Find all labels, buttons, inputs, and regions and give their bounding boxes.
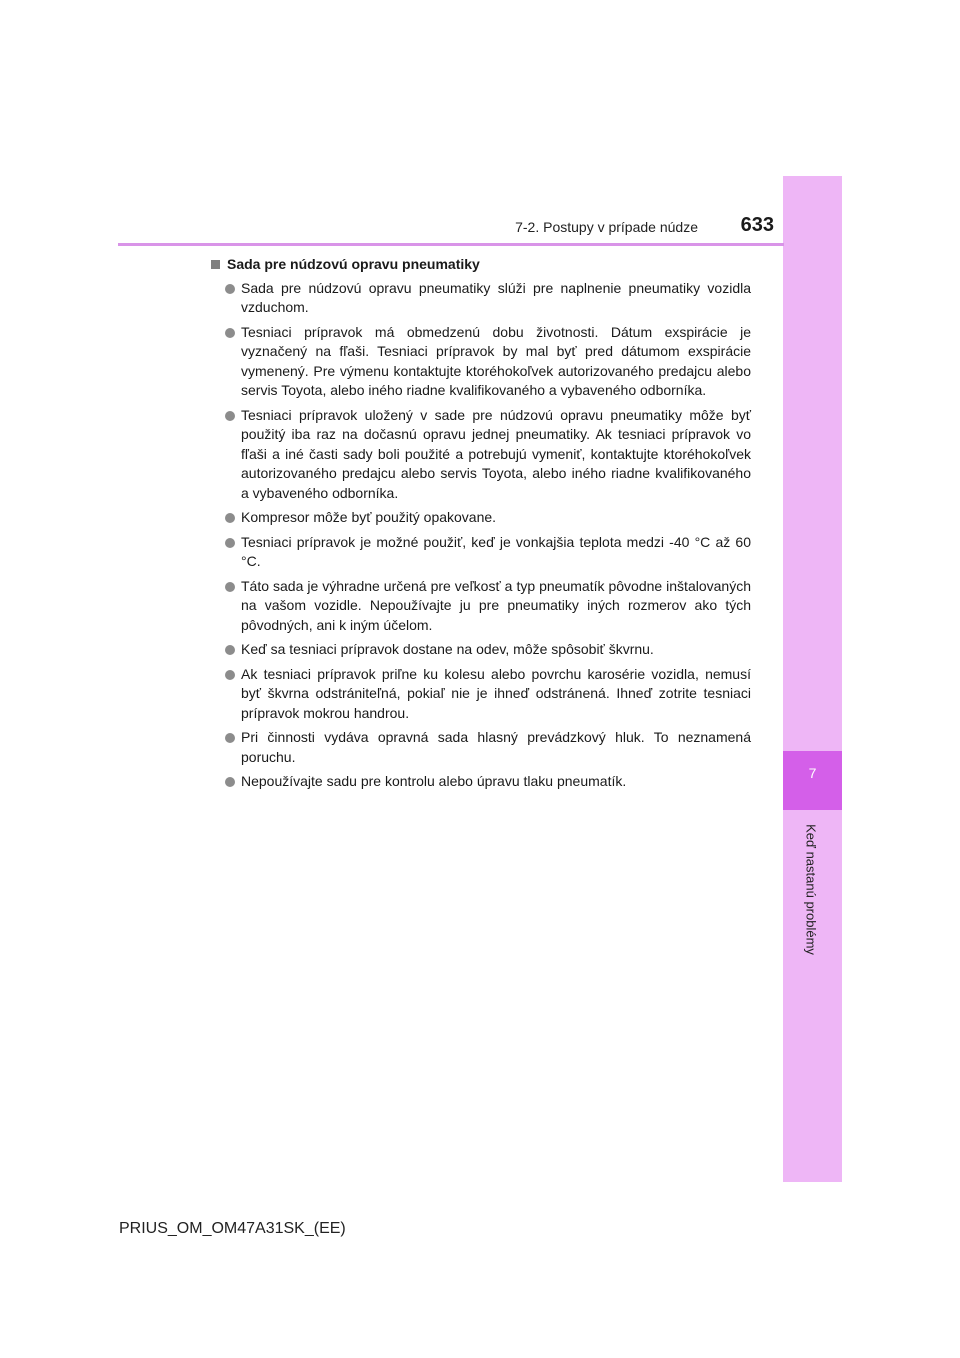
circle-bullet-icon — [225, 670, 235, 680]
header-rule — [118, 243, 784, 246]
list-item-text: Tesniaci prípravok je možné použiť, keď je vonkajšia teplota medzi -40 °C až 60 °C. — [241, 533, 751, 569]
list-item-text: Tesniaci prípravok uložený v sade pre núdzovú opravu pneumatiky môže byť použitý iba raz na dočasnú opravu jednej pneumatiky. Ak tesniaci prípravok vo fľaši a iné časti sady boli použité a potrebujú vymeniť, kontaktujte ktoréhokoľvek autorizovaného predajcu alebo servis Toyota, alebo iného riadne kvalifikovaného a vybaveného odborníka. — [241, 406, 751, 501]
circle-bullet-icon — [225, 538, 235, 548]
circle-bullet-icon — [225, 513, 235, 523]
list-item — [210, 772, 751, 792]
circle-bullet-icon — [225, 411, 235, 421]
chapter-side-tab — [783, 176, 842, 1182]
list-item-text: Táto sada je výhradne určená pre veľkosť a typ pneumatík pôvodne inštalovaných na vašom vozidle. Nepoužívajte ju pre pneumatiky iných rozmerov ako tých pôvodných, ani k iným účelom. — [241, 577, 751, 633]
circle-bullet-icon — [225, 645, 235, 655]
list-item — [210, 665, 751, 724]
list-item — [210, 728, 751, 767]
list-item-text: Pri činnosti vydáva opravná sada hlasný prevádzkový hluk. To neznamená poruchu. — [241, 729, 751, 765]
document-code: PRIUS_OM_OM47A31SK_(EE) — [119, 1220, 346, 1237]
list-item — [210, 279, 751, 318]
section-heading-text: Sada pre núdzovú opravu pneumatiky — [227, 256, 480, 272]
chapter-number: 7 — [808, 765, 817, 781]
list-item-text: Nepoužívajte sadu pre kontrolu alebo úpravu tlaku pneumatík. — [241, 773, 627, 789]
list-item — [210, 577, 751, 636]
list-item-text: Ak tesniaci prípravok priľne ku kolesu alebo povrchu karosérie vozidla, nemusí byť škvrna odstrániteľná, pokiaľ nie je ihneď odstránená. Ihneď zotrite tesniaci prípravok mokrou handrou. — [241, 665, 751, 721]
section-heading — [210, 255, 751, 275]
page-content — [210, 255, 751, 797]
circle-bullet-icon — [225, 733, 235, 743]
list-item-text: Tesniaci prípravok má obmedzenú dobu životnosti. Dátum exspirácie je vyznačený na fľaši. Tesniaci prípravok by mal byť pred dátumom exspirácie vymenený. Pre výmenu kontaktujte ktoréhokoľvek autorizovaného predajcu alebo servis Toyota, alebo iného riadne kvalifikovaného a vybaveného odborníka. — [241, 323, 751, 398]
circle-bullet-icon — [225, 284, 235, 294]
list-item-text: Sada pre núdzovú opravu pneumatiky slúži pre naplnenie pneumatiky vozidla vzduchom. — [241, 279, 751, 315]
circle-bullet-icon — [225, 582, 235, 592]
list-item — [210, 406, 751, 504]
list-item — [210, 640, 751, 660]
page-number: 633 — [740, 214, 774, 236]
bullet-list — [210, 279, 751, 792]
list-item — [210, 323, 751, 401]
circle-bullet-icon — [225, 328, 235, 338]
chapter-title: Keď nastanú problémy — [803, 824, 819, 955]
section-title: 7-2. Postupy v prípade núdze — [515, 219, 698, 235]
square-bullet-icon — [211, 260, 220, 269]
list-item — [210, 533, 751, 572]
circle-bullet-icon — [225, 777, 235, 787]
list-item-text: Kompresor môže byť použitý opakovane. — [241, 509, 497, 525]
list-item-text: Keď sa tesniaci prípravok dostane na odev, môže spôsobiť škvrnu. — [241, 641, 654, 657]
list-item — [210, 508, 751, 528]
